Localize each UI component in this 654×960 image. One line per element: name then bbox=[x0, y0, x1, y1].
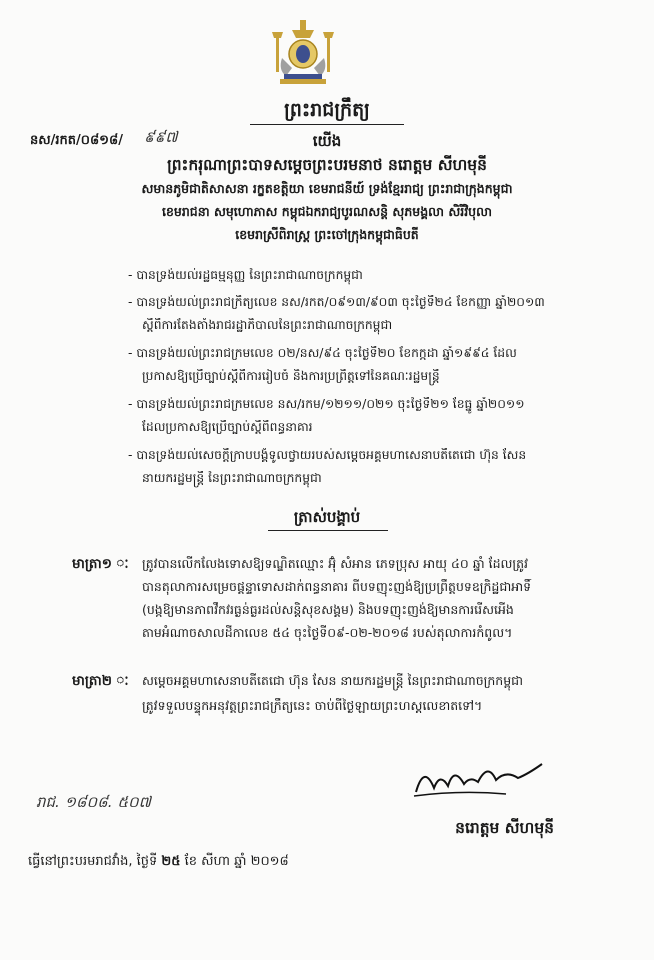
reference-line-continued: ស្ដីពីការតែងតាំងរាជរដ្ឋាភិបាលនៃព្រះរាជាណាចក្រកម្ពុជា bbox=[142, 318, 393, 332]
royal-coat-of-arms-icon bbox=[270, 18, 336, 88]
article-1-line: តាមអំណាចសាលដីកាលេខ ៥៤ ចុះថ្ងៃទី០៩-០២-២០១៨ របស់តុលាការកំពូល។ bbox=[142, 625, 513, 640]
section-title: ត្រាស់បង្គាប់ bbox=[293, 508, 361, 526]
place-date-middle: ខែ សីហា ឆ្នាំ bbox=[184, 854, 247, 869]
handwritten-reference: រាជ. ១៨០៨. ៥០៧ bbox=[36, 793, 151, 811]
article-1-line: បានតុលាការសម្រេចផ្ដន្ទាទោសដាក់ពន្ធនាគារ ពីបទញុះញង់ឱ្យប្រព្រឹត្តបទឧក្រិដ្ឋជាអាទិ៍ bbox=[142, 579, 532, 594]
document-number-handwritten: ៩៩៧ bbox=[144, 128, 178, 146]
royal-signature-icon bbox=[410, 758, 550, 800]
document-number: នស/រកត/០៨១៨/ bbox=[30, 133, 123, 148]
title-underline bbox=[250, 124, 404, 125]
royal-title-line: ខេមរាស្រីពិរាស្ត្រ ព្រះចៅក្រុងកម្ពុជាធិបតី bbox=[235, 227, 419, 242]
reference-line: - បានទ្រង់យល់ព្រះរាជក្រមលេខ នស/រកម/១២១១/០២១ ចុះថ្ងៃទី២១ ខែធ្នូ ឆ្នាំ២០១១ bbox=[128, 397, 525, 411]
article-1-line: (បង្កឱ្យមានភាពវឹកវរធ្ងន់ធ្ងរដល់សន្តិសុខសង្គម) និងបទញុះញង់ឱ្យមានការរើសអើង bbox=[142, 602, 514, 617]
article-1-line: ត្រូវបានលើកលែងទោសឱ្យទណ្ឌិតឈ្មោះ អ៊ុំ សំអាន ភេទប្រុស អាយុ ៤០ ឆ្នាំ ដែលត្រូវ bbox=[142, 556, 529, 571]
article-2-label: មាត្រា២ ៈ bbox=[72, 673, 129, 689]
place-date-year: ២០១៨ bbox=[250, 854, 289, 869]
decree-subtitle: យើង bbox=[312, 132, 342, 150]
king-line: ព្រះករុណាព្រះបាទសម្ដេចព្រះបរមនាថ នរោត្ដម សីហមុនី bbox=[167, 156, 487, 174]
reference-line: - បានទ្រង់យល់រដ្ឋធម្មនុញ្ញ នៃព្រះរាជាណាចក្រកម្ពុជា bbox=[128, 268, 363, 282]
section-underline bbox=[268, 530, 388, 531]
reference-line: - បានទ្រង់យល់ព្រះរាជក្រឹត្យលេខ នស/រកត/០៩១៣/៩០៣ ចុះថ្ងៃទី២៤ ខែកញ្ញា ឆ្នាំ២០១៣ bbox=[128, 295, 545, 309]
royal-title-line: សមានភូមិជាតិសាសនា រក្ខតខត្តិយា ខេមរាជនីយ៍ ទ្រង់ខ្មែររាជ្យ ព្រះរាជាក្រុងកម្ពុជា bbox=[141, 181, 513, 196]
decree-title: ព្រះរាជក្រឹត្យ bbox=[284, 99, 370, 121]
article-2-line: សម្ដេចអគ្គមហាសេនាបតីតេជោ ហ៊ុន សែន នាយករដ្ឋមន្ត្រី នៃព្រះរាជាណាចក្រកម្ពុជា bbox=[142, 673, 524, 688]
place-date bbox=[28, 853, 289, 872]
signatory-name: នរោត្ដម សីហមុនី bbox=[455, 819, 554, 837]
article-1-label: មាត្រា១ ៈ bbox=[72, 556, 129, 572]
reference-line: - បានទ្រង់យល់សេចក្ដីក្រាបបង្គំទូលថ្វាយរបស់សម្ដេចអគ្គមហាសេនាបតីតេជោ ហ៊ុន សែន bbox=[128, 448, 527, 462]
reference-line-continued: ដែលប្រកាសឱ្យប្រើច្បាប់ស្ដីពីពន្ធនាគារ bbox=[142, 420, 313, 434]
article-2-line: ត្រូវទទួលបន្ទុកអនុវត្តព្រះរាជក្រឹត្យនេះ ចាប់ពីថ្ងៃឡាយព្រះហស្តលេខាតទៅ។ bbox=[142, 698, 483, 713]
reference-line: - បានទ្រង់យល់ព្រះរាជក្រមលេខ ០២/នស/៩៤ ចុះថ្ងៃទី២០ ខែកក្កដា ឆ្នាំ១៩៩៤ ដែល bbox=[128, 346, 517, 360]
royal-title-line: ខេមរាជនា សមុហោភាស កម្ពុជឯករាជ្យបូរណសន្តិ សុភមង្គលា សិរីវិបុលា bbox=[162, 204, 492, 219]
place-date-day: ២៥ bbox=[161, 854, 181, 869]
place-date-prefix: ធ្វើនៅព្រះបរមរាជវាំង, ថ្ងៃទី bbox=[28, 854, 158, 869]
reference-line-continued: នាយករដ្ឋមន្ត្រី នៃព្រះរាជាណាចក្រកម្ពុជា bbox=[142, 471, 322, 485]
reference-line-continued: ប្រកាសឱ្យប្រើច្បាប់ស្ដីពីការរៀបចំ និងការប្រព្រឹត្តទៅនៃគណៈរដ្ឋមន្ត្រី bbox=[142, 369, 440, 383]
